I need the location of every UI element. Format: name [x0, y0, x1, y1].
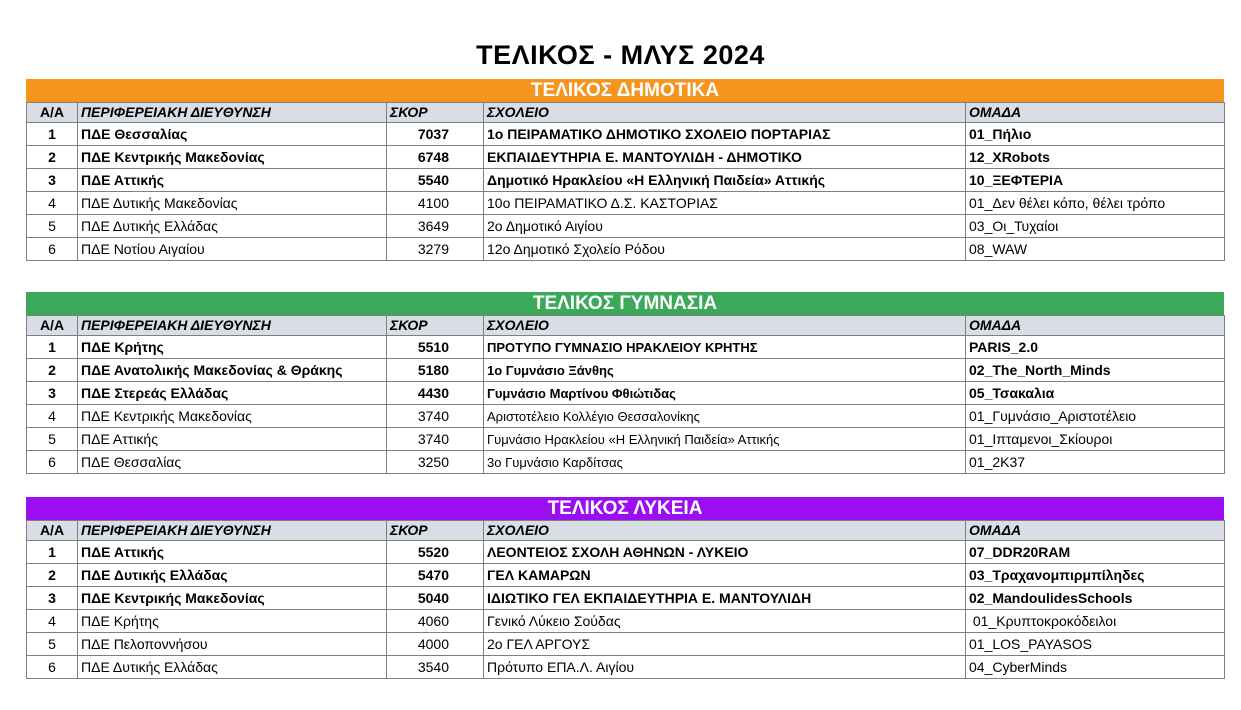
- results-table: [26, 315, 1225, 474]
- cell-aa: 5: [27, 633, 78, 656]
- cell-aa: 6: [27, 238, 78, 261]
- cell-team: 05_Τσακαλια: [966, 382, 1225, 405]
- section-banner: ΤΕΛΙΚΟΣ ΛΥΚΕΙΑ: [26, 497, 1224, 520]
- cell-team: PARIS_2.0: [966, 336, 1225, 359]
- cell-score: 5040: [387, 587, 484, 610]
- cell-school: 10ο ΠΕΙΡΑΜΑΤΙΚΟ Δ.Σ. ΚΑΣΤΟΡΙΑΣ: [484, 192, 966, 215]
- table-row: [27, 633, 1225, 656]
- cell-aa: 1: [27, 123, 78, 146]
- cell-school: Γυμνάσιο Μαρτίνου Φθιώτιδας: [484, 382, 966, 405]
- table-row: [27, 428, 1225, 451]
- table-row: [27, 146, 1225, 169]
- header-aa: Α/Α: [27, 103, 78, 123]
- cell-score: 3250: [387, 451, 484, 474]
- page-title: ΤΕΛΙΚΟΣ - ΜΛΥΣ 2024: [476, 40, 765, 70]
- cell-team: 01_Ιπταμενοι_Σκίουροι: [966, 428, 1225, 451]
- cell-score: 4000: [387, 633, 484, 656]
- table-row: [27, 336, 1225, 359]
- header-region: ΠΕΡΙΦΕΡΕΙΑΚΗ ΔΙΕΥΘΥΝΣΗ: [78, 103, 387, 123]
- cell-region: ΠΔΕ Κρήτης: [78, 610, 387, 633]
- table-row: [27, 541, 1225, 564]
- table-header-row: [27, 316, 1225, 336]
- cell-school: ΛΕΟΝΤΕΙΟΣ ΣΧΟΛΗ ΑΘΗΝΩΝ - ΛΥΚΕΙΟ: [484, 541, 966, 564]
- cell-aa: 1: [27, 541, 78, 564]
- table-header-row: [27, 103, 1225, 123]
- cell-school: Γυμνάσιο Ηρακλείου «Η Ελληνική Παιδεία» Αττικής: [484, 428, 966, 451]
- cell-team: 01_Πήλιο: [966, 123, 1225, 146]
- cell-aa: 4: [27, 610, 78, 633]
- cell-region: ΠΔΕ Δυτικής Ελλάδας: [78, 656, 387, 679]
- header-team: ΟΜΑΔΑ: [966, 521, 1225, 541]
- cell-aa: 3: [27, 169, 78, 192]
- cell-score: 3740: [387, 405, 484, 428]
- cell-region: ΠΔΕ Θεσσαλίας: [78, 451, 387, 474]
- table-row: [27, 123, 1225, 146]
- cell-team: 01_2Κ37: [966, 451, 1225, 474]
- cell-region: ΠΔΕ Κεντρικής Μακεδονίας: [78, 146, 387, 169]
- cell-team: 08_WAW: [966, 238, 1225, 261]
- table-row: [27, 382, 1225, 405]
- cell-score: 3279: [387, 238, 484, 261]
- cell-school: Γενικό Λύκειο Σούδας: [484, 610, 966, 633]
- table-row: [27, 587, 1225, 610]
- cell-region: ΠΔΕ Δυτικής Ελλάδας: [78, 564, 387, 587]
- cell-aa: 1: [27, 336, 78, 359]
- cell-school: ΕΚΠΑΙΔΕΥΤΗΡΙΑ Ε. ΜΑΝΤΟΥΛΙΔΗ - ΔΗΜΟΤΙΚΟ: [484, 146, 966, 169]
- cell-team: 01_Δεν θέλει κόπο, θέλει τρόπο: [966, 192, 1225, 215]
- cell-aa: 6: [27, 656, 78, 679]
- section-banner: ΤΕΛΙΚΟΣ ΔΗΜΟΤΙΚΑ: [26, 79, 1224, 102]
- cell-score: 4060: [387, 610, 484, 633]
- cell-school: 2ο ΓΕΛ ΑΡΓΟΥΣ: [484, 633, 966, 656]
- cell-aa: 3: [27, 587, 78, 610]
- cell-aa: 2: [27, 146, 78, 169]
- cell-aa: 5: [27, 428, 78, 451]
- cell-region: ΠΔΕ Δυτικής Ελλάδας: [78, 215, 387, 238]
- cell-score: 5520: [387, 541, 484, 564]
- cell-region: ΠΔΕ Πελοποννήσου: [78, 633, 387, 656]
- header-score: ΣΚΟΡ: [387, 103, 484, 123]
- cell-score: 4430: [387, 382, 484, 405]
- cell-region: ΠΔΕ Νοτίου Αιγαίου: [78, 238, 387, 261]
- table-row: [27, 215, 1225, 238]
- cell-score: 6748: [387, 146, 484, 169]
- results-table: [26, 102, 1225, 261]
- cell-team: 12_XRobots: [966, 146, 1225, 169]
- cell-score: 3540: [387, 656, 484, 679]
- cell-team: 10_ΞΕΦΤΕΡΙΑ: [966, 169, 1225, 192]
- cell-region: ΠΔΕ Στερεάς Ελλάδας: [78, 382, 387, 405]
- cell-aa: 4: [27, 405, 78, 428]
- cell-score: 5540: [387, 169, 484, 192]
- cell-team: 01_Κρυπτοκροκόδειλοι: [966, 610, 1225, 633]
- header-team: ΟΜΑΔΑ: [966, 103, 1225, 123]
- table-row: [27, 359, 1225, 382]
- cell-team: 02_MandoulidesSchools: [966, 587, 1225, 610]
- cell-team: 01_Γυμνάσιο_Αριστοτέλειο: [966, 405, 1225, 428]
- header-school: ΣΧΟΛΕΙΟ: [484, 316, 966, 336]
- section-banner: ΤΕΛΙΚΟΣ ΓΥΜΝΑΣΙΑ: [26, 292, 1224, 315]
- cell-aa: 5: [27, 215, 78, 238]
- cell-team: 07_DDR20RAM: [966, 541, 1225, 564]
- header-aa: Α/Α: [27, 521, 78, 541]
- cell-score: 5180: [387, 359, 484, 382]
- results-table: [26, 520, 1225, 679]
- cell-school: 1ο Γυμνάσιο Ξάνθης: [484, 359, 966, 382]
- cell-score: 5470: [387, 564, 484, 587]
- table-row: [27, 564, 1225, 587]
- table-row: [27, 451, 1225, 474]
- cell-score: 7037: [387, 123, 484, 146]
- table-row: [27, 169, 1225, 192]
- cell-aa: 6: [27, 451, 78, 474]
- cell-region: ΠΔΕ Δυτικής Μακεδονίας: [78, 192, 387, 215]
- cell-school: Πρότυπο ΕΠΑ.Λ. Αιγίου: [484, 656, 966, 679]
- table-row: [27, 656, 1225, 679]
- cell-region: ΠΔΕ Θεσσαλίας: [78, 123, 387, 146]
- cell-team: 03_Οι_Τυχαίοι: [966, 215, 1225, 238]
- table-row: [27, 238, 1225, 261]
- cell-region: ΠΔΕ Αττικής: [78, 169, 387, 192]
- cell-team: 04_CyberMinds: [966, 656, 1225, 679]
- cell-aa: 3: [27, 382, 78, 405]
- cell-school: ΠΡΟΤΥΠΟ ΓΥΜΝΑΣΙΟ ΗΡΑΚΛΕΙΟΥ ΚΡΗΤΗΣ: [484, 336, 966, 359]
- section-middle: [26, 292, 1224, 474]
- cell-school: 3ο Γυμνάσιο Καρδίτσας: [484, 451, 966, 474]
- header-team: ΟΜΑΔΑ: [966, 316, 1225, 336]
- cell-score: 3740: [387, 428, 484, 451]
- cell-team: 01_LOS_PAYASOS: [966, 633, 1225, 656]
- section-high: [26, 497, 1224, 679]
- table-row: [27, 610, 1225, 633]
- cell-region: ΠΔΕ Ανατολικής Μακεδονίας & Θράκης: [78, 359, 387, 382]
- cell-score: 3649: [387, 215, 484, 238]
- cell-school: 1ο ΠΕΙΡΑΜΑΤΙΚΟ ΔΗΜΟΤΙΚΟ ΣΧΟΛΕΙΟ ΠΟΡΤΑΡΙΑΣ: [484, 123, 966, 146]
- cell-school: Αριστοτέλειο Κολλέγιο Θεσσαλονίκης: [484, 405, 966, 428]
- cell-aa: 2: [27, 359, 78, 382]
- table-row: [27, 192, 1225, 215]
- cell-region: ΠΔΕ Κεντρικής Μακεδονίας: [78, 587, 387, 610]
- cell-school: ΙΔΙΩΤΙΚΟ ΓΕΛ ΕΚΠΑΙΔΕΥΤΗΡΙΑ Ε. ΜΑΝΤΟΥΛΙΔΗ: [484, 587, 966, 610]
- cell-school: Δημοτικό Ηρακλείου «Η Ελληνική Παιδεία» Αττικής: [484, 169, 966, 192]
- cell-score: 5510: [387, 336, 484, 359]
- table-header-row: [27, 521, 1225, 541]
- header-score: ΣΚΟΡ: [387, 521, 484, 541]
- header-aa: Α/Α: [27, 316, 78, 336]
- header-school: ΣΧΟΛΕΙΟ: [484, 521, 966, 541]
- cell-region: ΠΔΕ Κρήτης: [78, 336, 387, 359]
- cell-region: ΠΔΕ Αττικής: [78, 541, 387, 564]
- cell-school: 12ο Δημοτικό Σχολείο Ρόδου: [484, 238, 966, 261]
- cell-team: 02_The_North_Minds: [966, 359, 1225, 382]
- cell-score: 4100: [387, 192, 484, 215]
- cell-team: 03_Τραχανομπιρμπίληδες: [966, 564, 1225, 587]
- header-score: ΣΚΟΡ: [387, 316, 484, 336]
- header-school: ΣΧΟΛΕΙΟ: [484, 103, 966, 123]
- cell-aa: 4: [27, 192, 78, 215]
- cell-school: ΓΕΛ ΚΑΜΑΡΩΝ: [484, 564, 966, 587]
- cell-region: ΠΔΕ Κεντρικής Μακεδονίας: [78, 405, 387, 428]
- cell-school: 2ο Δημοτικό Αιγίου: [484, 215, 966, 238]
- header-region: ΠΕΡΙΦΕΡΕΙΑΚΗ ΔΙΕΥΘΥΝΣΗ: [78, 316, 387, 336]
- section-primary: [26, 79, 1224, 261]
- header-region: ΠΕΡΙΦΕΡΕΙΑΚΗ ΔΙΕΥΘΥΝΣΗ: [78, 521, 387, 541]
- cell-region: ΠΔΕ Αττικής: [78, 428, 387, 451]
- cell-aa: 2: [27, 564, 78, 587]
- table-row: [27, 405, 1225, 428]
